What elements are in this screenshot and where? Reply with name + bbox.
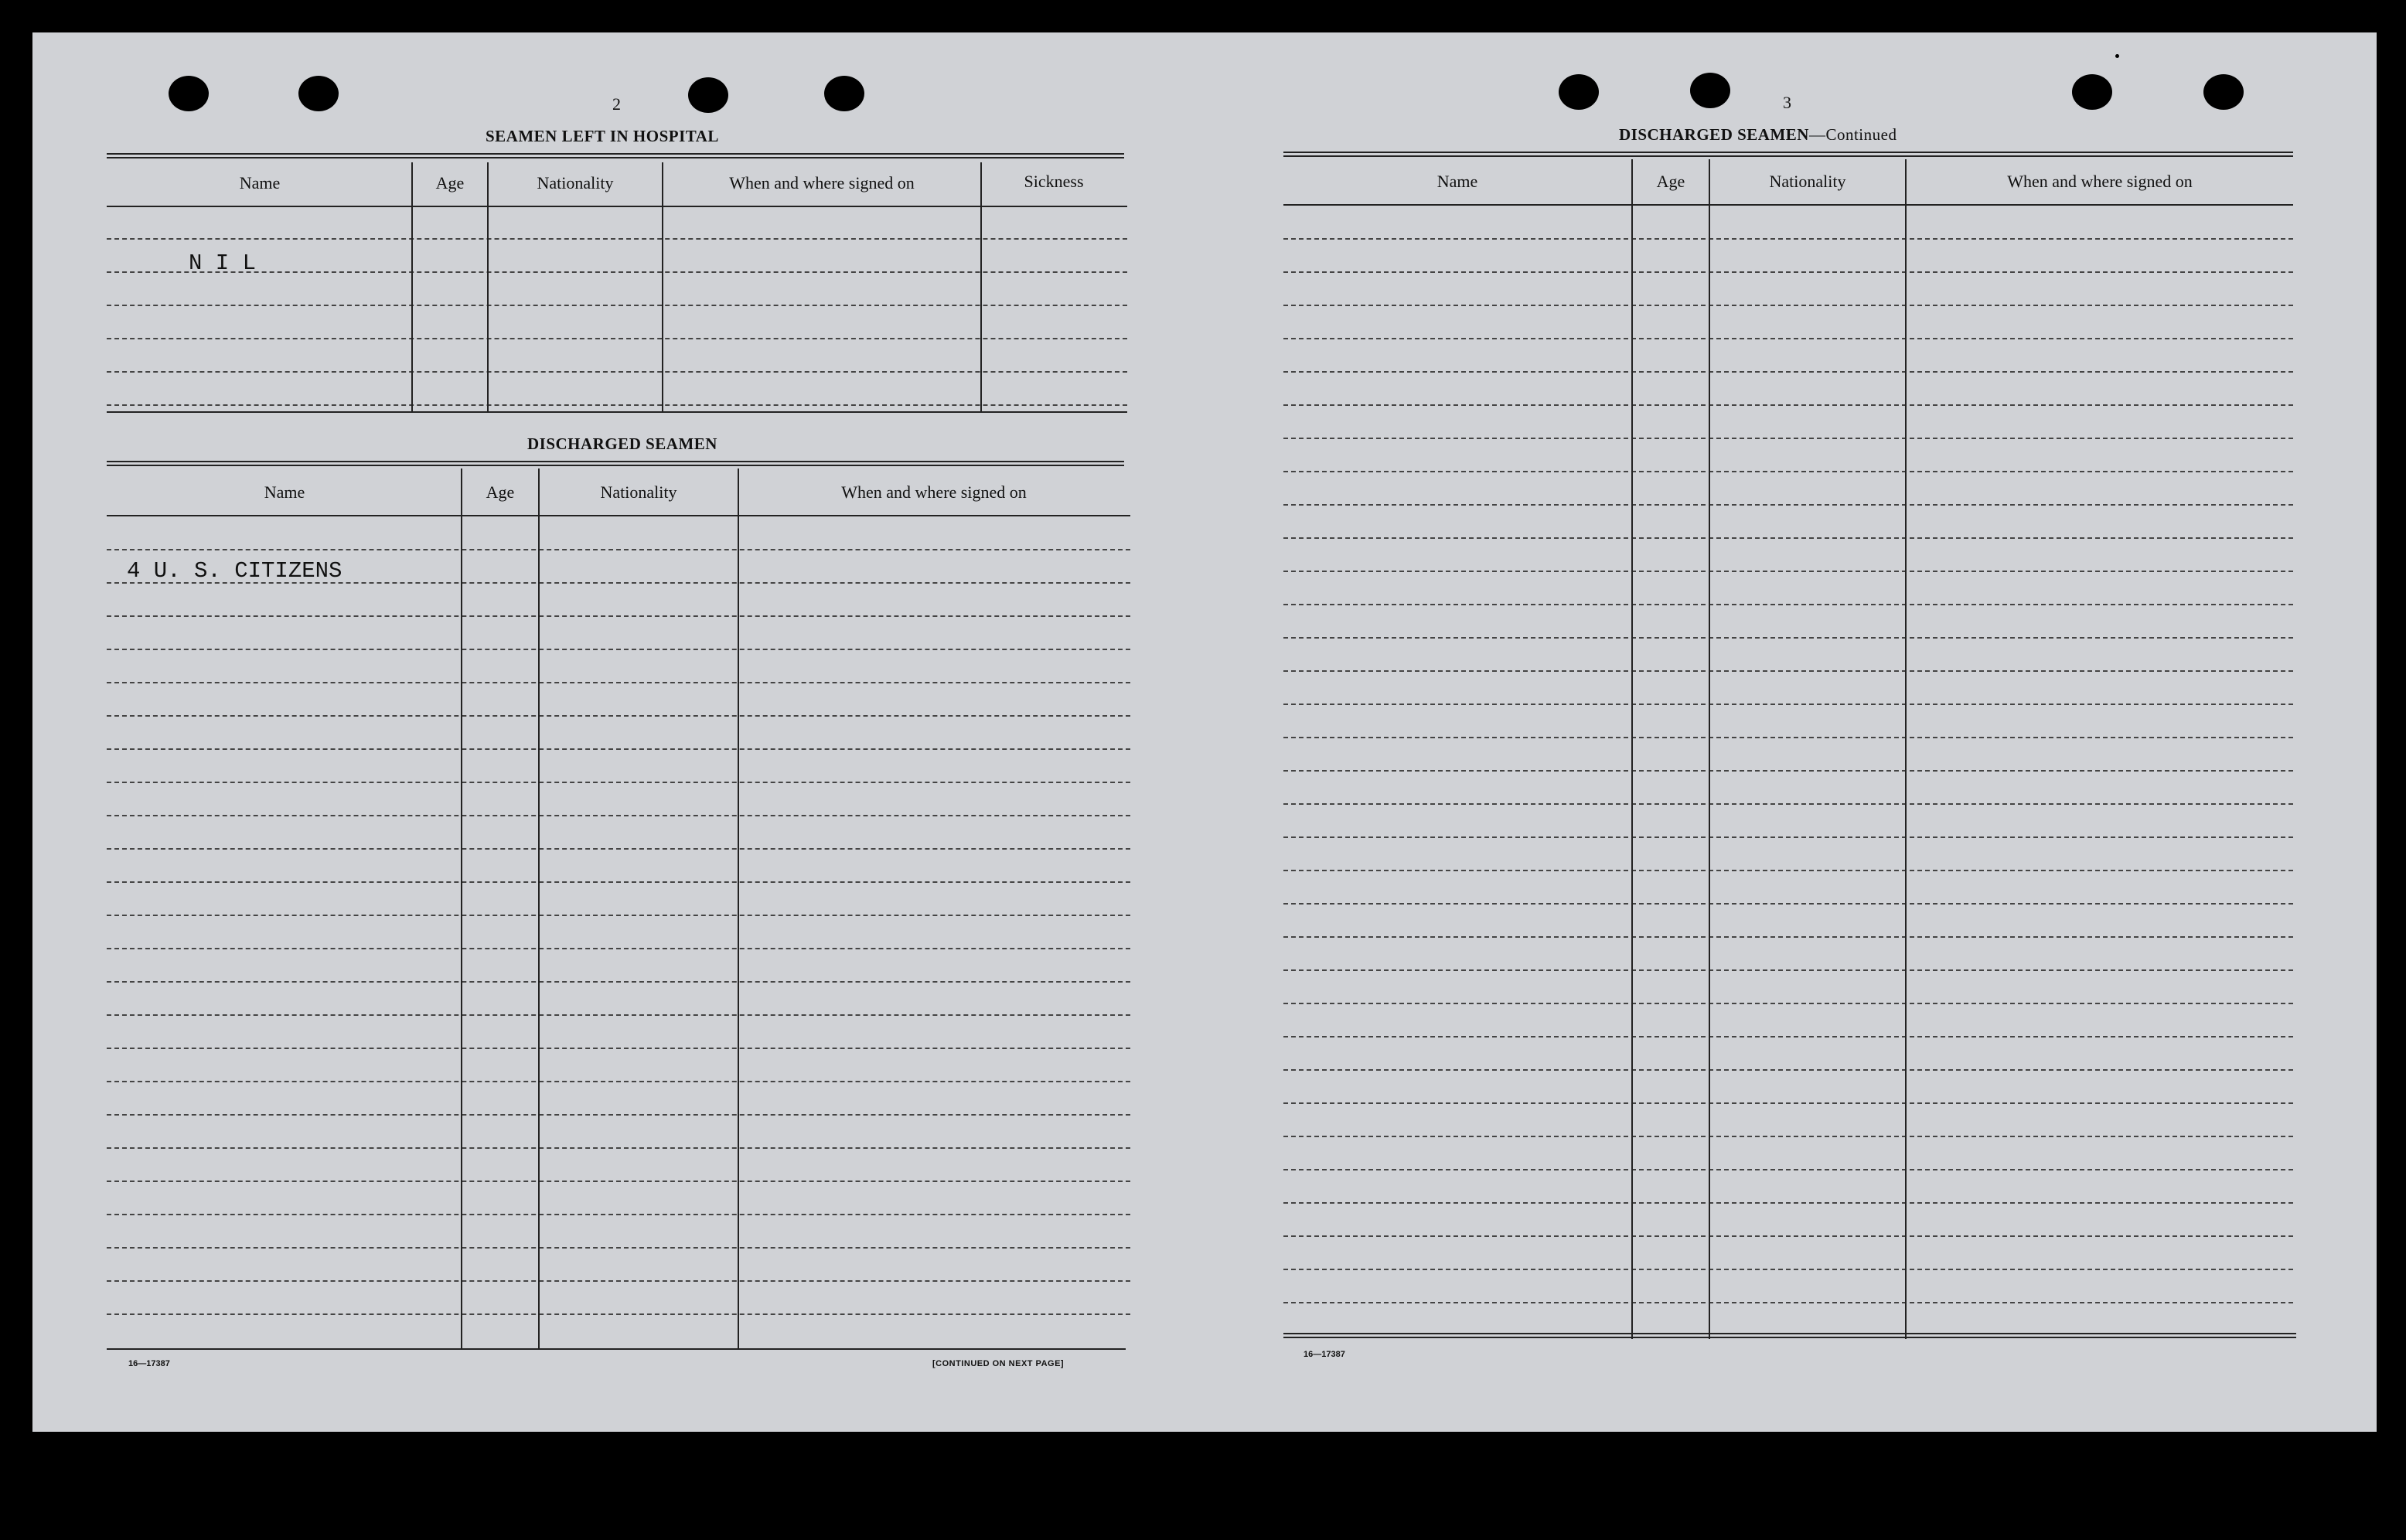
ruled-row-line bbox=[107, 615, 1130, 617]
ruled-row-line bbox=[107, 981, 1130, 983]
punch-hole bbox=[2072, 74, 2112, 110]
column-header-sickness: Sickness bbox=[1024, 172, 1084, 191]
header-bottom-rule bbox=[107, 515, 1130, 516]
table-bottom-rule bbox=[107, 1348, 1126, 1350]
ruled-row-line bbox=[1283, 271, 2293, 273]
title-main: DISCHARGED SEAMEN bbox=[1619, 125, 1809, 144]
ruled-row-line bbox=[107, 1114, 1130, 1116]
ruled-row-line bbox=[1283, 803, 2293, 805]
ruled-row-line bbox=[107, 682, 1130, 683]
ruled-row-line bbox=[1283, 404, 2293, 406]
ruled-row-line bbox=[1283, 1136, 2293, 1137]
column-header-age: Age bbox=[435, 173, 465, 192]
ruled-row-line bbox=[107, 1048, 1130, 1049]
discharged-continued-title bbox=[1619, 125, 1897, 145]
column-header-signed-on: When and where signed on bbox=[729, 173, 915, 192]
column-divider bbox=[662, 162, 663, 411]
punch-hole bbox=[169, 76, 209, 111]
column-header-age: Age bbox=[486, 482, 515, 502]
ruled-row-line bbox=[1283, 1069, 2293, 1071]
continued-note: [CONTINUED ON NEXT PAGE] bbox=[932, 1359, 1065, 1368]
ruled-row-line bbox=[1283, 836, 2293, 838]
column-header-name: Name bbox=[264, 482, 305, 502]
column-divider bbox=[411, 162, 413, 411]
ruled-row-line bbox=[1283, 704, 2293, 705]
ruled-row-line bbox=[1283, 1102, 2293, 1104]
ruled-row-line bbox=[1283, 903, 2293, 905]
ruled-row-line bbox=[107, 782, 1130, 783]
ruled-row-line bbox=[1283, 371, 2293, 373]
ruled-row-line bbox=[107, 1247, 1130, 1249]
ruled-row-line bbox=[1283, 238, 2293, 240]
ruled-row-line bbox=[1283, 1269, 2293, 1270]
column-divider bbox=[461, 468, 462, 1350]
punch-hole bbox=[2203, 74, 2244, 110]
page-number: 3 bbox=[1783, 93, 1791, 112]
ruled-row-line bbox=[107, 1081, 1130, 1082]
ruled-row-line bbox=[107, 1214, 1130, 1215]
ruled-row-line bbox=[107, 305, 1127, 306]
form-number: 16—17387 bbox=[1304, 1350, 1345, 1359]
ruled-row-line bbox=[1283, 504, 2293, 506]
ruled-row-line bbox=[107, 404, 1127, 406]
ruled-row-line bbox=[107, 1181, 1130, 1182]
speck bbox=[2115, 54, 2119, 58]
ruled-row-line bbox=[1283, 770, 2293, 772]
hospital-entry-typed: N I L bbox=[189, 250, 257, 276]
ruled-row-line bbox=[1283, 438, 2293, 439]
ruled-row-line bbox=[107, 948, 1130, 949]
ruled-row-line bbox=[1283, 969, 2293, 971]
discharged-entry-typed: 4 U. S. CITIZENS bbox=[127, 558, 342, 584]
ruled-row-line bbox=[107, 238, 1127, 240]
ruled-row-line bbox=[1283, 604, 2293, 605]
ruled-row-line bbox=[1283, 637, 2293, 639]
ruled-row-line bbox=[1283, 936, 2293, 938]
ruled-row-line bbox=[1283, 870, 2293, 871]
ruled-row-line bbox=[107, 748, 1130, 750]
ruled-row-line bbox=[107, 371, 1127, 373]
ruled-row-line bbox=[1283, 338, 2293, 339]
ruled-row-line bbox=[1283, 1302, 2293, 1303]
ruled-row-line bbox=[1283, 537, 2293, 539]
ruled-row-line bbox=[107, 1014, 1130, 1016]
hospital-table-title: SEAMEN LEFT IN HOSPITAL bbox=[486, 127, 719, 145]
page-number: 2 bbox=[612, 94, 621, 114]
table-bottom-rule bbox=[1283, 1333, 2296, 1338]
form-number: 16—17387 bbox=[128, 1359, 170, 1368]
ruled-row-line bbox=[107, 271, 1127, 273]
table-bottom-rule bbox=[107, 411, 1127, 413]
ruled-row-line bbox=[1283, 1169, 2293, 1170]
ruled-row-line bbox=[1283, 1003, 2293, 1004]
ruled-row-line bbox=[1283, 571, 2293, 572]
table-top-rule bbox=[107, 153, 1124, 158]
table-top-rule bbox=[107, 461, 1124, 466]
column-header-nationality: Nationality bbox=[537, 173, 614, 192]
ruled-row-line bbox=[1283, 471, 2293, 472]
column-divider bbox=[1631, 159, 1633, 1339]
column-header-name: Name bbox=[239, 173, 281, 192]
column-divider bbox=[980, 162, 982, 411]
ruled-row-line bbox=[107, 649, 1130, 650]
punch-hole bbox=[298, 76, 339, 111]
column-header-name: Name bbox=[1436, 172, 1478, 191]
column-divider bbox=[538, 468, 540, 1350]
ruled-row-line bbox=[107, 881, 1130, 883]
ruled-row-line bbox=[107, 715, 1130, 717]
punch-hole bbox=[1559, 74, 1599, 110]
ruled-row-line bbox=[1283, 1202, 2293, 1204]
column-header-age: Age bbox=[1656, 172, 1685, 191]
header-bottom-rule bbox=[107, 206, 1127, 207]
ruled-row-line bbox=[1283, 1235, 2293, 1237]
ruled-row-line bbox=[107, 1147, 1130, 1149]
column-divider bbox=[1905, 159, 1907, 1339]
column-divider bbox=[1709, 159, 1710, 1339]
ruled-row-line bbox=[107, 815, 1130, 816]
column-divider bbox=[738, 468, 739, 1350]
ruled-row-line bbox=[107, 338, 1127, 339]
punch-hole bbox=[688, 77, 728, 113]
ruled-row-line bbox=[107, 1313, 1130, 1315]
column-header-signed-on: When and where signed on bbox=[2007, 172, 2193, 191]
document-sheet bbox=[32, 32, 2377, 1432]
discharged-table-title: DISCHARGED SEAMEN bbox=[527, 434, 717, 453]
title-suffix: —Continued bbox=[1808, 125, 1897, 144]
column-divider bbox=[487, 162, 489, 411]
ruled-row-line bbox=[1283, 737, 2293, 738]
ruled-row-line bbox=[107, 1280, 1130, 1282]
ruled-row-line bbox=[1283, 670, 2293, 672]
punch-hole bbox=[1690, 73, 1730, 108]
header-bottom-rule bbox=[1283, 204, 2293, 206]
ruled-row-line bbox=[1283, 1036, 2293, 1037]
table-top-rule bbox=[1283, 152, 2293, 157]
ruled-row-line bbox=[1283, 305, 2293, 306]
column-header-nationality: Nationality bbox=[600, 482, 677, 502]
ruled-row-line bbox=[107, 549, 1130, 550]
ruled-row-line bbox=[107, 915, 1130, 916]
punch-hole bbox=[824, 76, 864, 111]
ruled-row-line bbox=[107, 848, 1130, 850]
column-header-nationality: Nationality bbox=[1769, 172, 1846, 191]
column-header-signed-on: When and where signed on bbox=[841, 482, 1027, 502]
